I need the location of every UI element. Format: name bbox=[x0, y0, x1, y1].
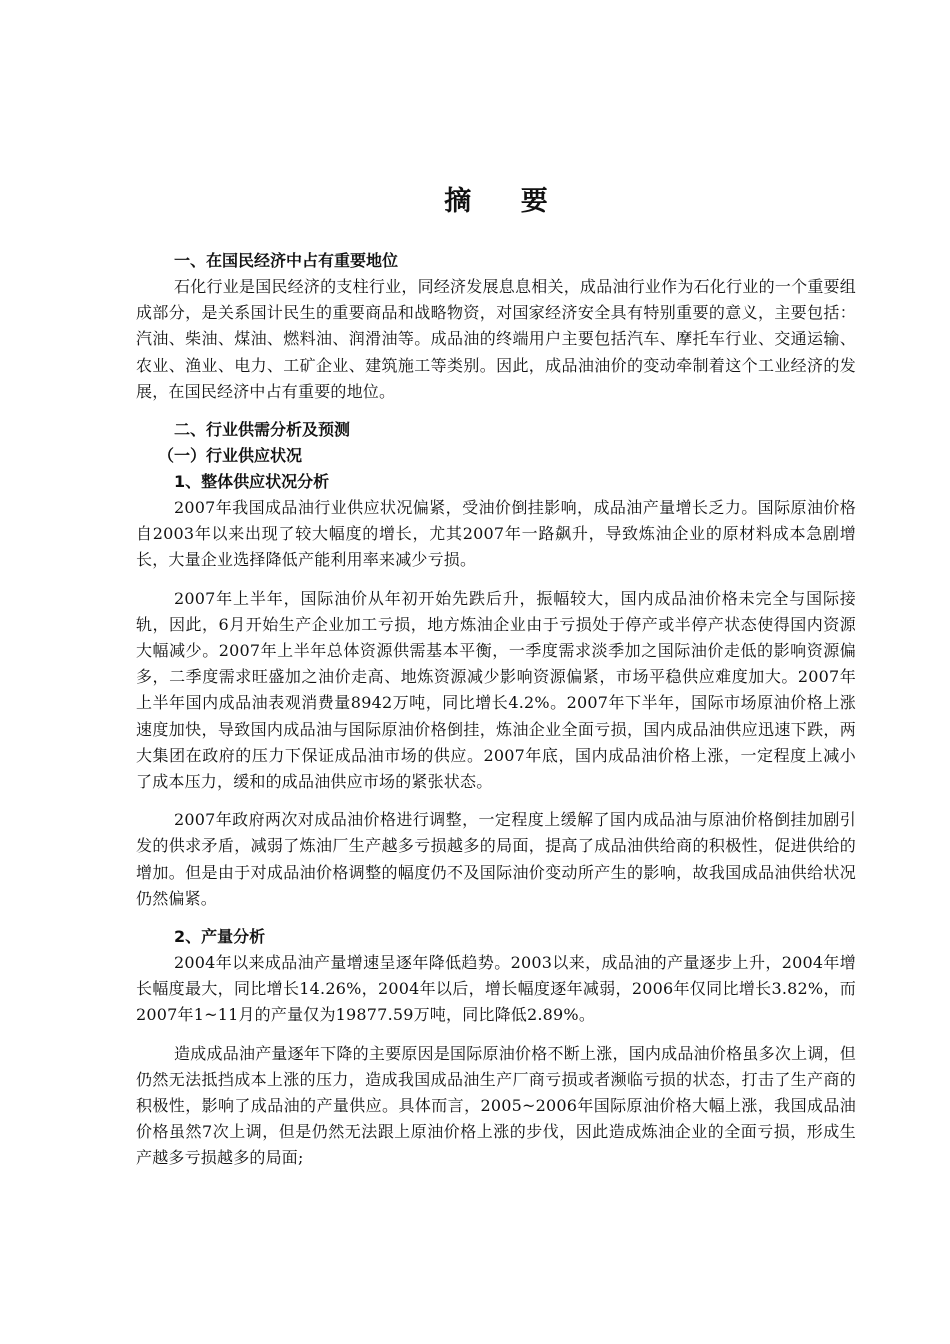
document-page bbox=[136, 182, 856, 1172]
item-heading: 1、整体供应状况分析 bbox=[174, 472, 330, 492]
paragraph: 2007年我国成品油行业供应状况偏紧，受油价倒挂影响，成品油产量增长乏力。国际原油价格自2003年以来出现了较大幅度的增长，尤其2007年一路飙升，导致炼油企业的原材料成本急剧增长，大量企业选择降低产能利用率来减少亏损。 bbox=[136, 498, 856, 570]
paragraph: 造成成品油产量逐年下降的主要原因是国际原油价格不断上涨，国内成品油价格虽多次上调，但仍然无法抵挡成本上涨的压力，造成我国成品油生产厂商亏损或者濒临亏损的状态，打击了生产商的积极性，影响了成品油的产量供应。具体而言，2005~2006年国际原油价格大幅上涨，我国成品油价格虽然7次上调，但是仍然无法跟上原油价格上涨的步伐，因此造成炼油企业的全面亏损，形成生产越多亏损越多的局面; bbox=[136, 1043, 856, 1168]
subsection-heading: （一）行业供应状况 bbox=[158, 446, 303, 466]
section-heading-1: 一、在国民经济中占有重要地位 bbox=[174, 251, 399, 270]
paragraph: 2007年政府两次对成品油价格进行调整，一定程度上缓解了国内成品油与原油价格倒挂加剧引发的供求矛盾，减弱了炼油厂生产越多亏损越多的局面，提高了成品油供给商的积极性，促进供给的增加。但是由于对成品油价格调整的幅度仍不及国际油价变动所产生的影响，故我国成品油供给状况仍然偏紧。 bbox=[136, 810, 856, 908]
paragraph: 2004年以来成品油产量增速呈逐年降低趋势。2003以来，成品油的产量逐步上升，2004年增长幅度最大，同比增长14.26%，2004年以后，增长幅度逐年减弱，2006年仅同比增长3.82%，而2007年1~11月的产量仅为19877.59万吨，同比降低2.89%。 bbox=[136, 953, 856, 1025]
paragraph: 石化行业是国民经济的支柱行业，同经济发展息息相关，成品油行业作为石化行业的一个重要组成部分，是关系国计民生的重要商品和战略物资，对国家经济安全具有特别重要的意义，主要包括：汽油、柴油、煤油、燃料油、润滑油等。成品油的终端用户主要包括汽车、摩托车行业、交通运输、农业、渔业、电力、工矿企业、建筑施工等类别。因此，成品油油价的变动牵制着这个工业经济的发展，在国民经济中占有重要的地位。 bbox=[136, 277, 856, 401]
section-heading-2: 二、行业供需分析及预测 bbox=[174, 420, 351, 440]
page-title: 摘 要 bbox=[444, 186, 568, 217]
item-heading: 2、产量分析 bbox=[174, 927, 266, 947]
paragraph: 2007年上半年，国际油价从年初开始先跌后升，振幅较大，国内成品油价格未完全与国际接轨，因此，6月开始生产企业加工亏损，地方炼油企业由于亏损处于停产或半停产状态使得国内资源大幅减少。2007年上半年总体资源供需基本平衡，一季度需求淡季加之国际油价走低的影响资源偏多，二季度需求旺盛加之油价走高、地炼资源减少影响资源偏紧，市场平稳供应难度加大。2007年上半年国内成品油表观消费量8942万吨，同比增长4.2%。2007年下半年，国际市场原油价格上涨速度加快，导致国内成品油与国际原油价格倒挂，炼油企业全面亏损，国内成品油供应迅速下跌，两大集团在政府的压力下保证成品油市场的供应。2007年底，国内成品油价格上涨，一定程度上减小了成本压力，缓和的成品油供应市场的紧张状态。 bbox=[136, 588, 856, 792]
